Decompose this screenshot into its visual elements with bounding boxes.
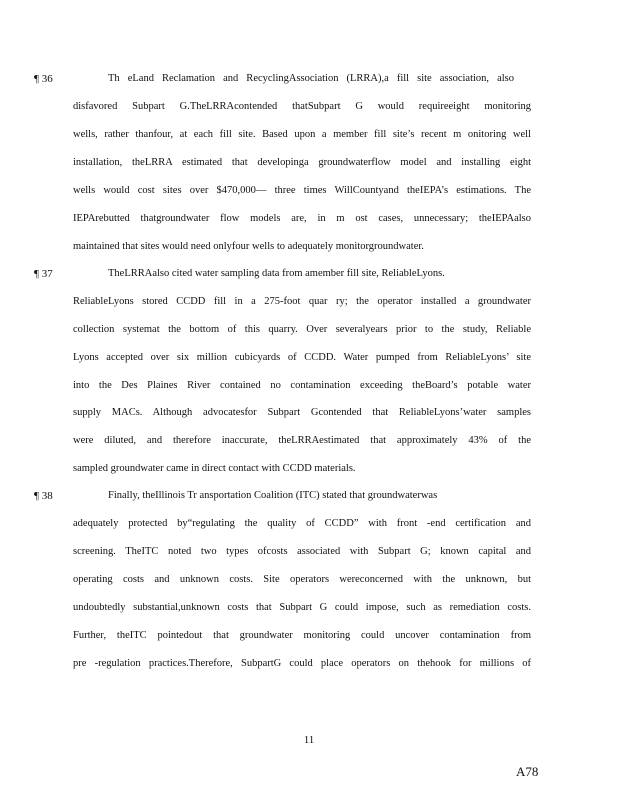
text-line: Lyons accepted over six million cubicyards of CCDD. Water pumped from ReliableLyons’ site (73, 352, 531, 363)
page-number: 11 (303, 734, 315, 746)
paragraph-number: ¶ 37 (34, 268, 53, 280)
text-line: wells, rather thanfour, at each fill site. Based upon a member fill site’s recent m onitoring well (73, 129, 531, 140)
text-line: into the Des Plaines River contained no contamination exceeding theBoard’s potable water (73, 380, 531, 391)
text-line: pre -regulation practices.Therefore, SubpartG could place operators on thehook for millions of (73, 658, 531, 669)
text-line: collection systemat the bottom of this quarry. Over severalyears prior to the study, Reliable (73, 324, 531, 335)
text-line: Further, theITC pointedout that groundwater monitoring could uncover contamination from (73, 630, 531, 641)
text-line: wells would cost sites over $470,000— three times WillCountyand theIEPA’s estimations. The (73, 185, 531, 196)
paragraph-number: ¶ 36 (34, 73, 53, 85)
exhibit-number: A78 (516, 764, 539, 779)
paragraph-number: ¶ 38 (34, 490, 53, 502)
text-line: IEPArebutted thatgroundwater flow models are, in m ost cases, unnecessary; theIEPAalso (73, 213, 531, 224)
text-line: Th eLand Reclamation and RecyclingAssociation (LRRA),a fill site association, also (108, 73, 514, 84)
text-line: installation, theLRRA estimated that developinga groundwaterflow model and installing eight (73, 157, 531, 168)
text-line: were diluted, and therefore inaccurate, theLRRAestimated that approximately 43% of the (73, 435, 531, 446)
text-line: disfavored Subpart G.TheLRRAcontended thatSubpart G would requireeight monitoring (73, 101, 531, 112)
text-line: ReliableLyons stored CCDD fill in a 275-foot quar ry; the operator installed a groundwater (73, 296, 531, 307)
text-line: maintained that sites would need onlyfour wells to adequately monitorgroundwater. (73, 241, 424, 252)
text-line: sampled groundwater came in direct contact with CCDD materials. (73, 463, 356, 474)
text-line: Finally, theIllinois Tr ansportation Coalition (ITC) stated that groundwaterwas (108, 490, 438, 501)
text-line: operating costs and unknown costs. Site operators wereconcerned with the unknown, but (73, 574, 531, 585)
text-line: TheLRRAalso cited water sampling data from amember fill site, ReliableLyons. (108, 268, 445, 279)
text-line: adequately protected by“regulating the quality of CCDD” with front -end certification and (73, 518, 531, 529)
text-line: undoubtedly substantial,unknown costs that Subpart G could impose, such as remediation costs. (73, 602, 531, 613)
text-line: supply MACs. Although advocatesfor Subpart Gcontended that ReliableLyons’water samples (73, 407, 531, 418)
text-line: screening. TheITC noted two types ofcosts associated with Subpart G; known capital and (73, 546, 531, 557)
